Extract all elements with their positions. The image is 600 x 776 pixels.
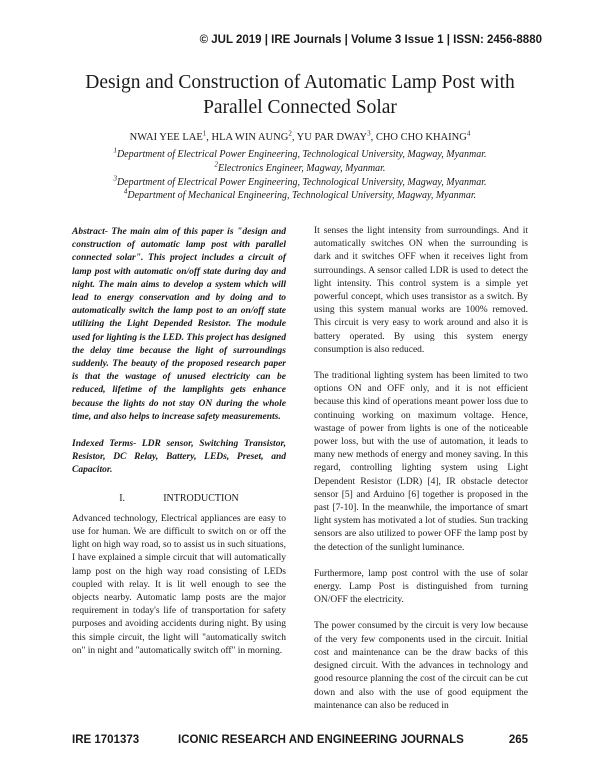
author-name: , HLA WIN AUNG	[206, 132, 289, 143]
affiliation-text: Electronics Engineer, Magway, Myanmar.	[218, 162, 386, 174]
journal-name: ICONIC RESEARCH AND ENGINEERING JOURNALS	[178, 734, 464, 746]
author-marker: 4	[466, 129, 471, 138]
section-heading	[72, 492, 286, 505]
index-terms: Indexed Terms- LDR sensor, Switching Transistor, Resistor, DC Relay, Battery, LEDs, Preset, and Capacitor.	[72, 439, 286, 476]
right-column	[314, 225, 528, 726]
author-marker: 1	[202, 129, 207, 138]
section-number: I.	[119, 492, 126, 504]
author-list	[0, 129, 600, 143]
title-line-1: Design and Construction of Automatic Lamp Post with	[85, 72, 515, 93]
section-title: INTRODUCTION	[163, 492, 239, 504]
affiliation-marker: 2	[214, 160, 219, 169]
title-line-2: Parallel Connected Solar	[203, 97, 397, 118]
author-name: NWAI YEE LAE	[129, 132, 203, 143]
author-name: , YU PAR DWAY	[291, 132, 368, 143]
body-paragraph-1: It senses the light intensity from surroundings. And it automatically switches ON when the surrounding is dark and it switches OFF when it receives light from surroundings. A sensor called LDR is used to detect the light intensity. This control system is a simple yet powerful concept, which uses transistor as a switch. By using this system manual works are 100% removed. This circuit is very easy to work around and also it is battery operated. By using this system energy consumption is also reduced.	[314, 226, 528, 355]
author-marker: 2	[288, 129, 292, 138]
paper-title	[0, 70, 600, 120]
journal-header: © JUL 2019 | IRE Journals | Volume 3 Issue 1 | ISSN: 2456-8880	[199, 34, 542, 46]
affiliation-marker: 3	[113, 174, 117, 183]
affiliation-marker: 4	[123, 188, 128, 197]
body-paragraph-3: Furthermore, lamp post control with the use of solar energy. Lamp Post is distinguished from turning ON/OFF the electricity.	[314, 568, 528, 606]
affiliation-4	[0, 189, 600, 203]
page-number: 265	[508, 734, 528, 746]
affiliation-text: Department of Electrical Power Engineering, Technological University, Magway, Myanmar.	[116, 149, 487, 160]
affiliation-text: Department of Mechanical Engineering, Technological University, Magway, Myanmar.	[127, 190, 477, 202]
intro-paragraph: Advanced technology, Electrical appliances are easy to use for human. We are difficult to switch on or off the light on high way road, so to assist us in such situations, I have explained a simple circuit that will automatically lamp post on the high way road consisting of LEDs coupled with relay. It is lit well enough to see the objects nearby. Automatic lamp posts are the major requirement in today's life of transportation for safety purposes and avoiding accidents during night. By using this simple circuit, the light will "automatically switch on" in night and "automatically switch off" in morning.	[72, 513, 286, 656]
affiliation-3	[0, 176, 600, 190]
left-column	[72, 226, 286, 671]
paper-id: IRE 1701373	[72, 734, 140, 746]
affiliations	[0, 148, 600, 203]
abstract: Abstract- The main aim of this paper is "design and construction of automatic lamp post with parallel connected solar". This project includes a circuit of lamp post with automatic on/off state during day and night. The main aims to develop a system which will lead to energy conservation and by doing and to automatically switch the lamp post to an on/off state utilizing the Light Depended Resistor. The module used for lighting is the LED. This project has designed the delay time because the light of surroundings suddenly. The beauty of the proposed research paper is that the wastage of unused electricity can be reduced, lifetime of the lamplights gets enhance because the lights do not stay ON during the whole time, and also helps to increase safety measurements.	[72, 227, 286, 422]
affiliation-1	[0, 148, 600, 162]
affiliation-marker: 1	[113, 146, 117, 155]
affiliation-text: Department of Electrical Power Engineering, Technological University, Magway, Myanmar.	[116, 176, 487, 188]
author-marker: 3	[367, 129, 371, 138]
body-paragraph-4: The power consumed by the circuit is very low because of the very few components used in the circuit. Initial cost and maintenance can be the draw backs of this designed circuit. With the advances in technology and good resource planning the cost of the circuit can be cut down and also with the use of good equipment the maintenance can also be reduced in	[314, 621, 528, 711]
affiliation-2	[0, 162, 600, 176]
author-name: , CHO CHO KHAING	[370, 132, 467, 143]
body-paragraph-2: The traditional lighting system has been limited to two options ON and OFF only, and it is not efficient because this kind of operations meant power loss due to continuing working on maximum voltage. Hence, wastage of power from lights is one of the noticeable power loss, but with the use of automation, it leads to many new methods of energy and money saving. In this regard, controlling lighting system using Light Dependent Resistor (LDR) [4], IR obstacle detector sensor [5] and Arduino [6] together is proposed in the past [7-10]. In the meanwhile, the importance of smart light system has motivated a lot of studies. Sun tracking sensors are also utilized to power OFF the lamp post by the detection of the sunlight luminance.	[314, 371, 528, 553]
